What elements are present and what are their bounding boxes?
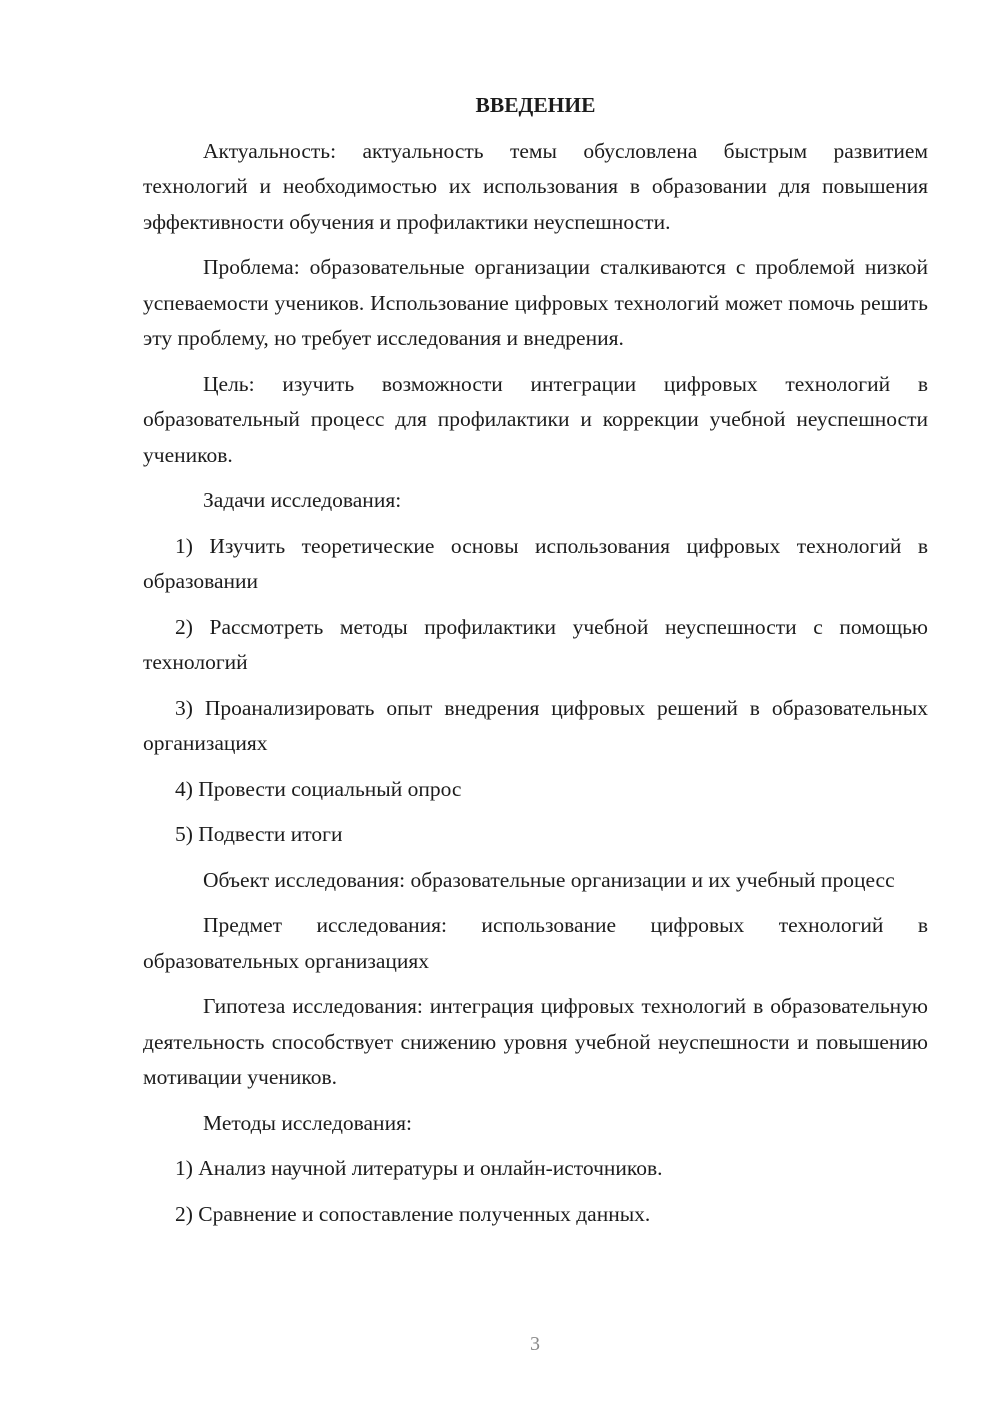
section-heading: ВВЕДЕНИЕ [475,93,596,117]
method-item: 2) Сравнение и сопоставление полученных данных. [175,1201,651,1226]
object-paragraph: Объект исследования: образовательные организации и их учебный процесс [203,867,895,892]
task-item: 5) Подвести итоги [175,822,343,846]
task-item: 2) Рассмотреть методы профилактики учебной неуспешности с помощью технологий [143,614,928,674]
subject-paragraph: Предмет исследования: использование цифровых технологий в образовательных организациях [143,913,928,973]
task-item: 1) Изучить теоретические основы использования цифровых технологий в образовании [143,533,928,593]
methods-title: Методы исследования: [203,1110,412,1135]
method-item: 1) Анализ научной литературы и онлайн-источников. [175,1156,663,1180]
goal-paragraph: Цель: изучить возможности интеграции цифровых технологий в образовательный процесс для профилактики и коррекции учебной неуспешности учеников. [143,371,928,467]
task-item: 3) Проанализировать опыт внедрения цифровых решений в образовательных организациях [143,695,928,755]
tasks-title: Задачи исследования: [203,488,402,512]
problem-paragraph: Проблема: образовательные организации сталкиваются с проблемой низкой успеваемости учеников. Использование цифровых технологий может помочь решить эту проблему, но требует исследования и внедрения. [143,255,928,350]
page-number: 3 [530,1333,540,1355]
task-item: 4) Провести социальный опрос [175,776,462,801]
hypothesis-paragraph: Гипотеза исследования: интеграция цифровых технологий в образовательную деятельность способствует снижению уровня учебной неуспешности и повышению мотивации учеников. [143,994,928,1089]
document-page [143,88,928,1242]
relevance-paragraph: Актуальность: актуальность темы обусловлена быстрым развитием технологий и необходимостью их использования в образовании для повышения эффективности обучения и профилактики неуспешности. [143,138,928,234]
